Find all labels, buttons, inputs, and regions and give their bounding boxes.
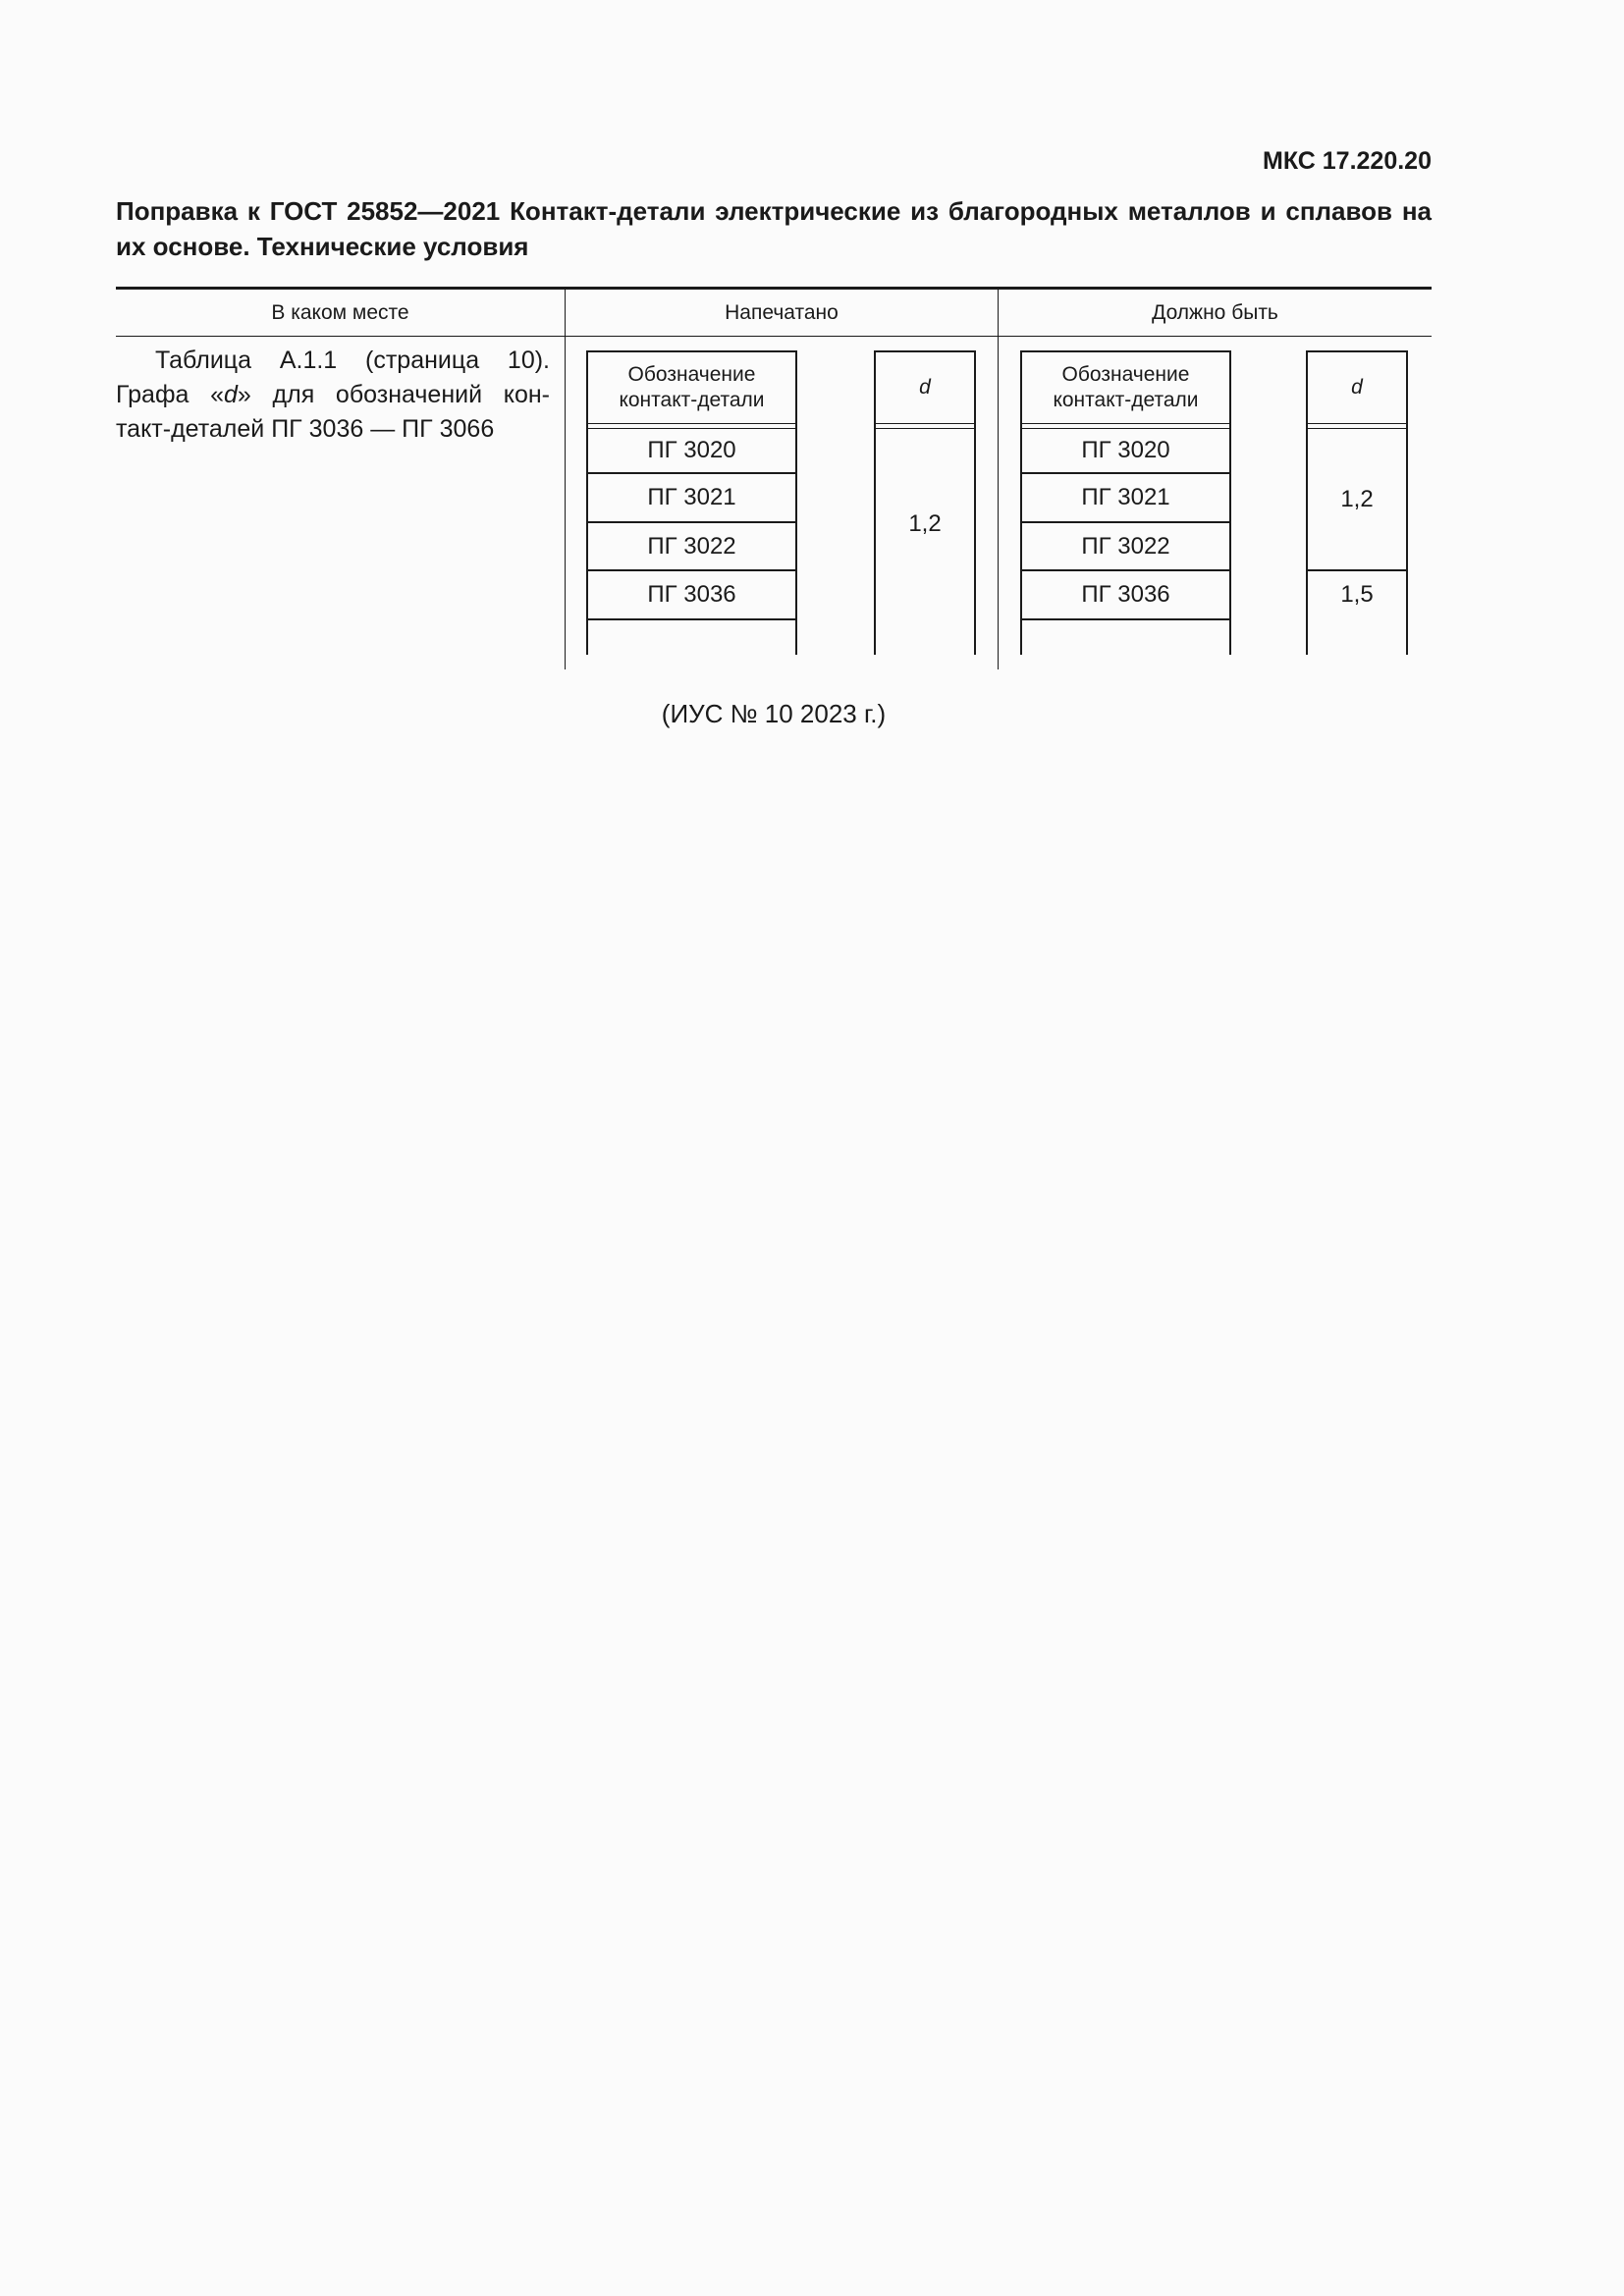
- printed-subtable: [586, 350, 979, 655]
- printed-row: ПГ 3036: [647, 581, 736, 608]
- printed-designation-header: Обозначение контакт-детали: [619, 363, 765, 411]
- printed-row: ПГ 3020: [647, 437, 736, 463]
- should-be-subtable: [1020, 350, 1413, 655]
- should-be-row: ПГ 3021: [1081, 484, 1170, 510]
- printed-row: ПГ 3021: [647, 484, 736, 510]
- should-be-row: ПГ 3022: [1081, 532, 1170, 560]
- where-line-1: Таблица А.1.1 (страница 10).: [155, 347, 550, 374]
- header-should-be: Должно быть: [1152, 300, 1278, 324]
- document-title: Поправка к ГОСТ 25852—2021 Контакт-детали электрические из благородных металлов и сплавов на их основе. Технические условия: [116, 196, 1432, 261]
- classification-code: МКС 17.220.20: [1263, 147, 1432, 175]
- should-be-row: ПГ 3036: [1081, 581, 1170, 608]
- where-line-2: Графа «d» для обозначений кон-: [116, 381, 551, 408]
- printed-d-value: 1,2: [908, 510, 942, 537]
- should-be-d-value: 1,2: [1340, 485, 1374, 512]
- table-header-rule: [116, 336, 1432, 337]
- header-where: В каком месте: [271, 300, 409, 324]
- should-be-designation-header: Обозначение контакт-детали: [1053, 363, 1199, 411]
- footer-note: (ИУС № 10 2023 г.): [661, 699, 887, 728]
- should-be-d-value: 1,5: [1340, 581, 1374, 608]
- table-column-divider: [998, 290, 999, 669]
- should-be-row: ПГ 3020: [1081, 437, 1170, 463]
- should-be-d-header: d: [1351, 376, 1363, 399]
- table-column-divider: [565, 290, 566, 669]
- header-printed: Напечатано: [725, 300, 839, 324]
- where-description: [116, 344, 550, 447]
- printed-d-header: d: [919, 376, 931, 399]
- where-line-3: такт-деталей ПГ 3036 — ПГ 3066: [116, 415, 495, 443]
- printed-row: ПГ 3022: [647, 532, 736, 560]
